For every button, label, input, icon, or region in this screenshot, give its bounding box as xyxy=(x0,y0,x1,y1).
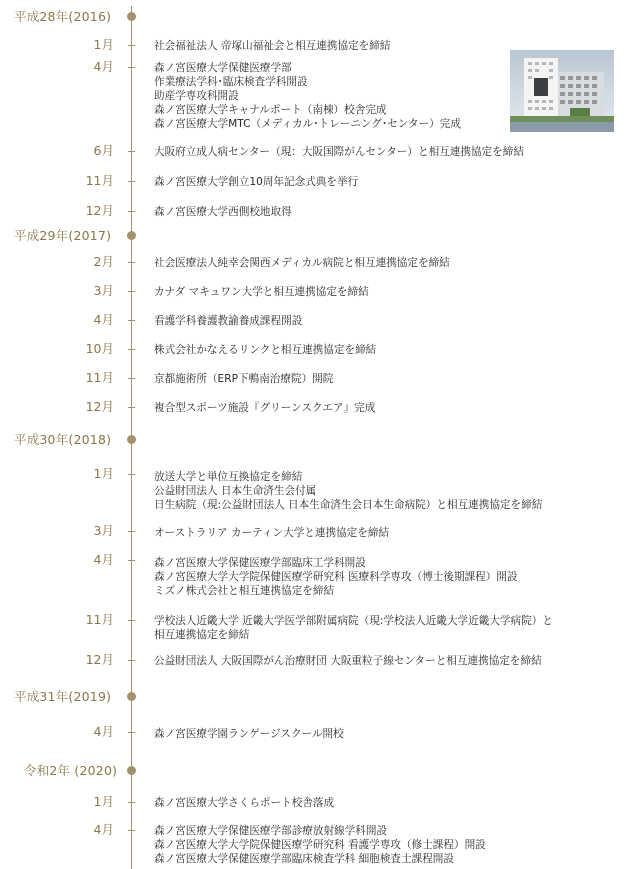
event-item xyxy=(154,556,624,598)
month-tick xyxy=(128,211,135,212)
event-item xyxy=(154,614,624,642)
month-label: 4月 xyxy=(93,724,114,739)
month-tick xyxy=(128,474,135,475)
event-text: 複合型スポーツ施設『グリーンスクエア』完成 xyxy=(154,402,376,414)
month-tick xyxy=(128,802,135,803)
month-tick xyxy=(128,560,135,561)
event-item xyxy=(154,256,624,270)
event-item xyxy=(154,205,624,219)
month-tick xyxy=(128,349,135,350)
event-text: 森ノ宮医療大学さくらポート校舎落成 xyxy=(154,797,335,809)
month-label: 12月 xyxy=(85,203,114,218)
month-label: 1月 xyxy=(93,794,114,809)
event-text: 森ノ宮医療大学創立10周年記念式典を挙行 xyxy=(154,176,359,188)
event-text: 放送大学と単位互換協定を締結 xyxy=(154,471,303,483)
month-tick xyxy=(128,291,135,292)
month-label: 2月 xyxy=(93,254,114,269)
month-label: 1月 xyxy=(93,466,114,481)
month-label: 4月 xyxy=(93,312,114,327)
month-tick xyxy=(128,181,135,182)
month-label: 4月 xyxy=(93,552,114,567)
month-label: 1月 xyxy=(93,37,114,52)
event-item xyxy=(154,824,624,866)
event-item xyxy=(154,285,624,299)
year-heading-2016: 平成28年(2016) xyxy=(14,9,112,24)
event-text: 日生病院（現:公益財団法人 日本生命済生会日本生命病院）と相互連携協定を締結 xyxy=(154,499,543,511)
month-label: 10月 xyxy=(85,341,114,356)
month-tick xyxy=(128,45,135,46)
event-item xyxy=(154,372,624,386)
campus-building-illustration xyxy=(510,50,614,132)
month-label: 12月 xyxy=(85,652,114,667)
event-text: 社会福祉法人 帝塚山福祉会と相互連携協定を締結 xyxy=(154,40,391,52)
event-text: ミズノ株式会社と相互連携協定を締結 xyxy=(154,585,335,597)
event-text: 森ノ宮医療大学保健医療学部臨床検査学科 細胞検査士課程開設 xyxy=(154,853,454,865)
event-item xyxy=(154,343,624,357)
event-text: 森ノ宮医療大学保健医療学部臨床工学科開設 xyxy=(154,557,366,569)
event-text: 相互連携協定を締結 xyxy=(154,629,250,641)
event-text: 森ノ宮医療大学西側校地取得 xyxy=(154,206,292,218)
event-text: 大阪府立成人病センター（現：大阪国際がんセンター）と相互連携協定を締結 xyxy=(154,146,524,158)
month-tick xyxy=(128,660,135,661)
event-item xyxy=(154,654,624,668)
year-marker-2020 xyxy=(127,766,136,775)
event-item xyxy=(154,175,624,189)
event-text: 森ノ宮医療大学MTC（メディカル･トレーニング･センター）完成 xyxy=(154,118,461,130)
event-text: 森ノ宮医療大学大学院保健医療学研究科 医療科学専攻（博士後期課程）開設 xyxy=(154,571,518,583)
event-item xyxy=(154,470,624,512)
event-text: 看護学科養護教諭養成課程開設 xyxy=(154,315,303,327)
year-heading-2018: 平成30年(2018) xyxy=(14,432,112,447)
month-label: 11月 xyxy=(85,370,114,385)
month-tick xyxy=(128,620,135,621)
month-tick xyxy=(128,830,135,831)
event-text: 森ノ宮医療学園ランゲージスクール開校 xyxy=(154,728,344,740)
month-label: 11月 xyxy=(85,612,114,627)
event-item xyxy=(154,145,624,159)
year-marker-2018 xyxy=(127,435,136,444)
event-text: 森ノ宮医療大学キャナルポート（南棟）校舎完成 xyxy=(154,104,387,116)
month-label: 12月 xyxy=(85,399,114,414)
month-label: 6月 xyxy=(93,143,114,158)
event-item xyxy=(154,314,624,328)
year-marker-2016 xyxy=(127,12,136,21)
month-label: 3月 xyxy=(93,523,114,538)
event-text: 助産学専攻科開設 xyxy=(154,90,239,102)
event-text: 株式会社かなえるリンクと相互連携協定を締結 xyxy=(154,344,377,356)
month-label: 4月 xyxy=(93,59,114,74)
event-text: 学校法人近畿大学 近畿大学医学部附属病院（現:学校法人近畿大学近畿大学病院）と xyxy=(154,615,553,627)
month-label: 11月 xyxy=(85,173,114,188)
year-marker-2017 xyxy=(127,231,136,240)
event-text: 社会医療法人純幸会関西メディカル病院と相互連携協定を締結 xyxy=(154,257,450,269)
month-label: 4月 xyxy=(93,822,114,837)
year-heading-2017: 平成29年(2017) xyxy=(14,228,112,243)
year-marker-2019 xyxy=(127,692,136,701)
month-tick xyxy=(128,378,135,379)
campus-building-photo xyxy=(510,50,614,132)
month-tick xyxy=(128,151,135,152)
month-tick xyxy=(128,67,135,68)
event-text: 京都施術所（ERP下鴨南治療院）開院 xyxy=(154,373,334,385)
month-tick xyxy=(128,732,135,733)
year-heading-2019: 平成31年(2019) xyxy=(14,689,112,704)
event-item xyxy=(154,727,624,741)
year-heading-2020: 令和2年 (2020) xyxy=(24,763,118,778)
event-text: 作業療法学科･臨床検査学科開設 xyxy=(154,76,308,88)
event-item xyxy=(154,401,624,415)
month-tick xyxy=(128,407,135,408)
month-label: 3月 xyxy=(93,283,114,298)
event-text: 公益財団法人 大阪国際がん治療財団 大阪重粒子線センターと相互連携協定を締結 xyxy=(154,655,542,667)
month-tick xyxy=(128,531,135,532)
event-text: 公益財団法人 日本生命済生会付属 xyxy=(154,485,317,497)
event-text: カナダ マキュワン大学と相互連携協定を締結 xyxy=(154,286,369,298)
event-text: 森ノ宮医療大学大学院保健医療学研究科 看護学専攻（修士課程）開設 xyxy=(154,839,486,851)
event-text: 森ノ宮医療大学保健医療学部診療放射線学科開設 xyxy=(154,825,388,837)
month-tick xyxy=(128,262,135,263)
event-item xyxy=(154,796,624,810)
event-item xyxy=(154,526,624,540)
month-tick xyxy=(128,320,135,321)
event-text: オーストラリア カーティン大学と連携協定を締結 xyxy=(154,527,390,539)
event-text: 森ノ宮医療大学保健医療学部 xyxy=(154,62,292,74)
